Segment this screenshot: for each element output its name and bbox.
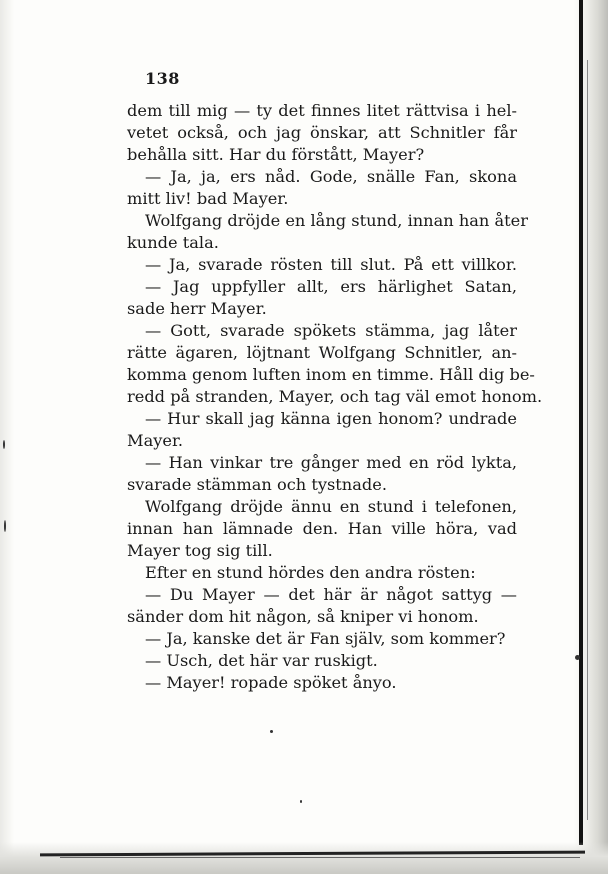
text-line: redd på stranden, Mayer, och tag väl emot honom. bbox=[127, 387, 543, 406]
text-line: — Mayer! ropade spöket ånyo. bbox=[145, 673, 397, 692]
ink-speck bbox=[3, 440, 5, 449]
scan-bottom-edge bbox=[0, 842, 608, 874]
text-line: kunde tala. bbox=[127, 233, 219, 252]
text-line: sänder dom hit någon, så kniper vi honom. bbox=[127, 607, 479, 626]
text-line: — Ja, kanske det är Fan själv, som kommer? bbox=[145, 629, 506, 648]
ink-speck bbox=[300, 800, 302, 803]
text-line: — Hur skall jag känna igen honom? undrade bbox=[145, 409, 517, 428]
text-line: dem till mig — ty det finnes litet rättvisa i hel- bbox=[127, 101, 517, 120]
text-line: — Usch, det här var ruskigt. bbox=[145, 651, 378, 670]
ink-speck bbox=[270, 730, 273, 733]
text-line: rätte ägaren, löjtnant Wolfgang Schnitler, an- bbox=[127, 343, 517, 362]
text-line: svarade stämman och tystnade. bbox=[127, 475, 387, 494]
text-line: Mayer. bbox=[127, 431, 184, 450]
scan-left-edge bbox=[0, 0, 14, 874]
page-number: 138 bbox=[145, 69, 180, 88]
text-line: Mayer tog sig till. bbox=[127, 541, 273, 560]
text-line: — Gott, svarade spökets stämma, jag låter bbox=[145, 321, 517, 340]
text-line: sade herr Mayer. bbox=[127, 299, 267, 318]
text-line: — Jag uppfyller allt, ers härlighet Satan, bbox=[145, 277, 517, 296]
text-line: behålla sitt. Har du förstått, Mayer? bbox=[127, 145, 425, 164]
text-line: mitt liv! bad Mayer. bbox=[127, 189, 289, 208]
text-line: Wolfgang dröjde en lång stund, innan han åter bbox=[145, 211, 528, 230]
text-line: — Ja, ja, ers nåd. Gode, snälle Fan, skona bbox=[145, 167, 517, 186]
ink-speck bbox=[4, 520, 6, 532]
binding-rule-inner bbox=[587, 60, 588, 820]
text-line: komma genom luften inom en timme. Håll dig be- bbox=[127, 365, 535, 384]
text-line: Efter en stund hördes den andra rösten: bbox=[145, 563, 476, 582]
text-line: innan han lämnade den. Han ville höra, vad bbox=[127, 519, 517, 538]
ink-speck bbox=[575, 655, 580, 660]
text-line: — Ja, svarade rösten till slut. På ett villkor. bbox=[145, 255, 517, 274]
text-line: vetet också, och jag önskar, att Schnitler får bbox=[127, 123, 517, 142]
text-line: — Du Mayer — det här är något sattyg — bbox=[145, 585, 517, 604]
text-line: Wolfgang dröjde ännu en stund i telefonen, bbox=[145, 497, 517, 516]
text-line: — Han vinkar tre gånger med en röd lykta, bbox=[145, 453, 517, 472]
bottom-edge-rule-secondary bbox=[60, 857, 580, 858]
binding-rule bbox=[579, 0, 583, 845]
